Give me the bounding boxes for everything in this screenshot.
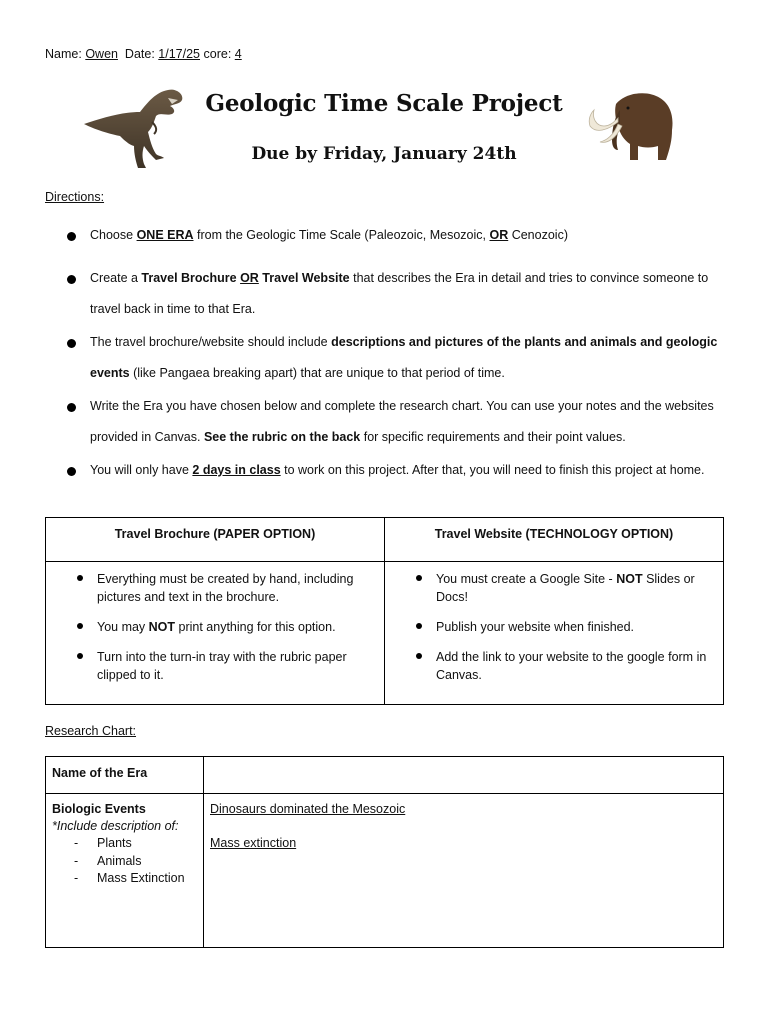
- direction-item-5: You will only have 2 days in class to work on this project. After that, you will need to finish this project at home.: [90, 455, 730, 486]
- project-options-table: [45, 517, 724, 705]
- direction-item-3: The travel brochure/website should include descriptions and pictures of the plants and animals and geologic events (like Pangaea breaking apart) that are unique to that period of time.: [90, 327, 730, 389]
- biologic-events-label-cell: [46, 794, 204, 948]
- paper-option-header: Travel Brochure (PAPER OPTION): [46, 518, 385, 562]
- research-chart-table: [45, 756, 724, 948]
- tech-option-cell: [385, 562, 724, 705]
- date-value: 1/17/25: [158, 47, 201, 61]
- student-info-line: [45, 47, 242, 61]
- bullet-icon: [416, 653, 422, 659]
- due-date-subtitle: Due by Friday, January 24th: [251, 144, 517, 164]
- bullet-icon: [77, 623, 83, 629]
- bullet-icon: [67, 275, 76, 284]
- bullet-icon: [77, 575, 83, 581]
- biologic-events-entries[interactable]: [204, 794, 724, 948]
- list-item: Turn into the turn-in tray with the rubric paper clipped to it.: [56, 648, 374, 684]
- list-item: - Animals: [74, 853, 142, 868]
- page-title: Geologic Time Scale Project: [205, 90, 563, 117]
- bullet-icon: [67, 339, 76, 348]
- bullet-icon: [67, 232, 76, 241]
- core-value: 4: [234, 47, 242, 61]
- paper-option-cell: [46, 562, 385, 705]
- era-name-value[interactable]: [204, 757, 724, 794]
- bullet-icon: [416, 623, 422, 629]
- list-item: Everything must be created by hand, including pictures and text in the brochure.: [56, 570, 374, 606]
- biologic-events-label: Biologic Events: [52, 802, 146, 816]
- biologic-events-note: *Include description of:: [52, 819, 179, 833]
- name-label: Name:: [45, 47, 82, 61]
- list-item: - Plants: [74, 836, 132, 850]
- list-item: You may NOT print anything for this option.: [56, 618, 374, 636]
- era-name-label: Name of the Era: [46, 757, 204, 794]
- bullet-icon: [77, 653, 83, 659]
- list-item: Publish your website when finished.: [395, 618, 713, 636]
- direction-item-1: Choose ONE ERA from the Geologic Time Scale (Paleozoic, Mesozoic, OR Cenozoic): [90, 220, 730, 251]
- entry-dinosaurs: Dinosaurs dominated the Mesozoic: [210, 802, 406, 816]
- tech-option-header: Travel Website (TECHNOLOGY OPTION): [385, 518, 724, 562]
- bullet-icon: [67, 467, 76, 476]
- list-item: - Mass Extinction: [74, 871, 185, 885]
- direction-item-4: Write the Era you have chosen below and complete the research chart. You can use your notes and the websites provided in Canvas. See the rubric on the back for specific requirements and their point values.: [90, 391, 730, 453]
- bullet-icon: [416, 575, 422, 581]
- name-value: Owen: [85, 47, 118, 61]
- list-item: Add the link to your website to the google form in Canvas.: [395, 648, 713, 684]
- entry-mass-extinction: Mass extinction: [210, 836, 297, 850]
- direction-item-2: Create a Travel Brochure OR Travel Website that describes the Era in detail and tries to convince someone to travel back in time to that Era.: [90, 263, 730, 325]
- core-label: core:: [203, 47, 232, 61]
- research-chart-label: Research Chart:: [45, 724, 137, 738]
- list-item: You must create a Google Site - NOT Slides or Docs!: [395, 570, 713, 606]
- directions-label: Directions:: [45, 190, 105, 204]
- date-label: Date:: [124, 47, 155, 61]
- bullet-icon: [67, 403, 76, 412]
